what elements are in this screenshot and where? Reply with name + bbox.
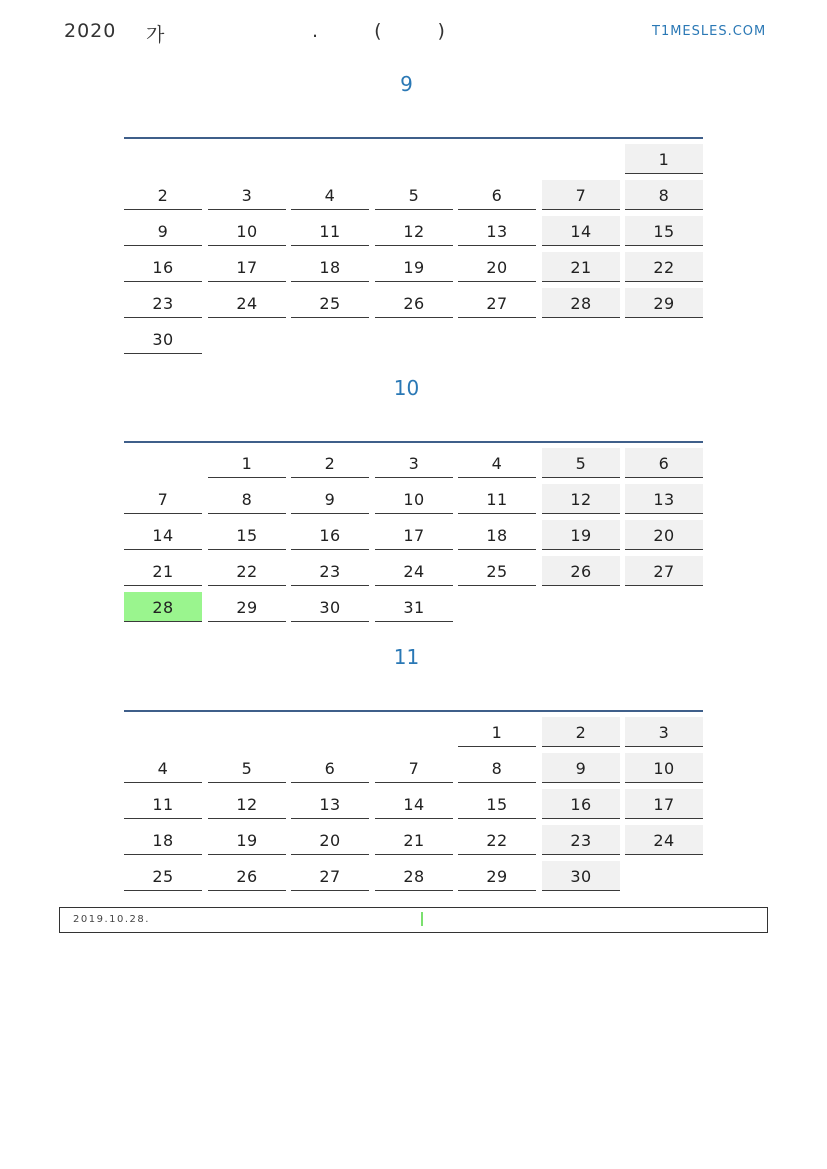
calendar-day[interactable]: 27 bbox=[291, 861, 369, 891]
calendar-day[interactable]: 17 bbox=[625, 789, 703, 819]
calendar-day[interactable]: 13 bbox=[458, 216, 536, 246]
calendar-day[interactable]: 23 bbox=[124, 288, 202, 318]
footer-date: 2019.10.28. bbox=[73, 914, 150, 925]
page-header bbox=[0, 0, 827, 60]
calendar-day[interactable]: 21 bbox=[542, 252, 620, 282]
calendar-day[interactable]: 30 bbox=[542, 861, 620, 891]
site-link[interactable]: T1MESLES.COM bbox=[652, 24, 767, 39]
calendar-day[interactable]: 28 bbox=[542, 288, 620, 318]
calendar-day[interactable]: 8 bbox=[625, 180, 703, 210]
calendar-day[interactable]: 22 bbox=[458, 825, 536, 855]
calendar-day[interactable]: 13 bbox=[625, 484, 703, 514]
calendar-day[interactable]: 24 bbox=[625, 825, 703, 855]
calendar-day[interactable]: 14 bbox=[375, 789, 453, 819]
month-title-october: 10 bbox=[393, 376, 420, 400]
calendar-day[interactable]: 11 bbox=[291, 216, 369, 246]
calendar-day[interactable]: 20 bbox=[458, 252, 536, 282]
calendar-day[interactable]: 5 bbox=[208, 753, 286, 783]
calendar-day[interactable]: 7 bbox=[542, 180, 620, 210]
calendar-day[interactable]: 16 bbox=[542, 789, 620, 819]
header-label: 가 bbox=[146, 24, 165, 46]
calendar-day[interactable]: 19 bbox=[542, 520, 620, 550]
calendar-day[interactable]: 10 bbox=[625, 753, 703, 783]
calendar-day[interactable]: 3 bbox=[625, 717, 703, 747]
calendar-day[interactable]: 16 bbox=[291, 520, 369, 550]
calendar-day[interactable]: 29 bbox=[625, 288, 703, 318]
calendar-day[interactable]: 28 bbox=[124, 592, 202, 622]
calendar-day[interactable]: 3 bbox=[208, 180, 286, 210]
calendar-top-rule bbox=[124, 137, 703, 139]
calendar-day[interactable]: 14 bbox=[542, 216, 620, 246]
calendar-day[interactable]: 23 bbox=[542, 825, 620, 855]
footer-marker bbox=[421, 912, 423, 926]
calendar-top-rule bbox=[124, 710, 703, 712]
calendar-day[interactable]: 4 bbox=[458, 448, 536, 478]
calendar-day[interactable]: 18 bbox=[124, 825, 202, 855]
calendar-day[interactable]: 5 bbox=[542, 448, 620, 478]
calendar-day[interactable]: 12 bbox=[542, 484, 620, 514]
calendar-day[interactable]: 21 bbox=[124, 556, 202, 586]
calendar-day[interactable]: 24 bbox=[375, 556, 453, 586]
calendar-day[interactable]: 10 bbox=[208, 216, 286, 246]
calendar-top-rule bbox=[124, 441, 703, 443]
calendar-day[interactable]: 15 bbox=[625, 216, 703, 246]
calendar-day[interactable]: 19 bbox=[208, 825, 286, 855]
calendar-day[interactable]: 12 bbox=[375, 216, 453, 246]
calendar-day[interactable]: 25 bbox=[291, 288, 369, 318]
calendar-day[interactable]: 22 bbox=[208, 556, 286, 586]
calendar-day[interactable]: 6 bbox=[458, 180, 536, 210]
calendar-day[interactable]: 15 bbox=[458, 789, 536, 819]
month-title-september: 9 bbox=[400, 72, 413, 96]
calendar-day[interactable]: 9 bbox=[124, 216, 202, 246]
calendar-day[interactable]: 14 bbox=[124, 520, 202, 550]
calendar-day[interactable]: 20 bbox=[625, 520, 703, 550]
calendar-day[interactable]: 20 bbox=[291, 825, 369, 855]
header-year: 2020 bbox=[64, 20, 117, 42]
calendar-day[interactable]: 2 bbox=[124, 180, 202, 210]
calendar-day[interactable]: 4 bbox=[291, 180, 369, 210]
calendar-day[interactable]: 21 bbox=[375, 825, 453, 855]
calendar-day[interactable]: 23 bbox=[291, 556, 369, 586]
calendar-day[interactable]: 6 bbox=[625, 448, 703, 478]
calendar-day[interactable]: 6 bbox=[291, 753, 369, 783]
calendar-day[interactable]: 28 bbox=[375, 861, 453, 891]
calendar-day[interactable]: 19 bbox=[375, 252, 453, 282]
calendar-day[interactable]: 12 bbox=[208, 789, 286, 819]
calendar-day[interactable]: 11 bbox=[124, 789, 202, 819]
calendar-day[interactable]: 26 bbox=[375, 288, 453, 318]
calendar-day[interactable]: 5 bbox=[375, 180, 453, 210]
calendar-day[interactable]: 1 bbox=[458, 717, 536, 747]
calendar-day[interactable]: 7 bbox=[124, 484, 202, 514]
calendar-day[interactable]: 26 bbox=[542, 556, 620, 586]
calendar-day[interactable]: 1 bbox=[625, 144, 703, 174]
calendar-day[interactable]: 25 bbox=[458, 556, 536, 586]
calendar-day[interactable]: 18 bbox=[458, 520, 536, 550]
calendar-day[interactable]: 16 bbox=[124, 252, 202, 282]
calendar-day[interactable]: 29 bbox=[208, 592, 286, 622]
calendar-day[interactable]: 2 bbox=[542, 717, 620, 747]
calendar-day[interactable]: 8 bbox=[208, 484, 286, 514]
calendar-day[interactable]: 18 bbox=[291, 252, 369, 282]
calendar-day[interactable]: 7 bbox=[375, 753, 453, 783]
calendar-day[interactable]: 11 bbox=[458, 484, 536, 514]
calendar-day[interactable]: 17 bbox=[208, 252, 286, 282]
calendar-day[interactable]: 9 bbox=[542, 753, 620, 783]
calendar-day[interactable]: 31 bbox=[375, 592, 453, 622]
calendar-day[interactable]: 25 bbox=[124, 861, 202, 891]
calendar-day[interactable]: 30 bbox=[124, 324, 202, 354]
calendar-day[interactable]: 15 bbox=[208, 520, 286, 550]
calendar-day[interactable]: 8 bbox=[458, 753, 536, 783]
calendar-day[interactable]: 27 bbox=[458, 288, 536, 318]
calendar-day[interactable]: 9 bbox=[291, 484, 369, 514]
calendar-day[interactable]: 26 bbox=[208, 861, 286, 891]
calendar-day[interactable]: 17 bbox=[375, 520, 453, 550]
calendar-day[interactable]: 3 bbox=[375, 448, 453, 478]
header-paren: . ( ) bbox=[312, 20, 445, 42]
calendar-day[interactable]: 24 bbox=[208, 288, 286, 318]
calendar-day[interactable]: 1 bbox=[208, 448, 286, 478]
calendar-day[interactable]: 22 bbox=[625, 252, 703, 282]
calendar-day[interactable]: 29 bbox=[458, 861, 536, 891]
calendar-day[interactable]: 2 bbox=[291, 448, 369, 478]
month-title-november: 11 bbox=[393, 645, 420, 669]
calendar-day[interactable]: 4 bbox=[124, 753, 202, 783]
calendar-day[interactable]: 30 bbox=[291, 592, 369, 622]
calendar-day[interactable]: 13 bbox=[291, 789, 369, 819]
footer-bar bbox=[59, 907, 768, 933]
calendar-day[interactable]: 10 bbox=[375, 484, 453, 514]
calendar-day[interactable]: 27 bbox=[625, 556, 703, 586]
